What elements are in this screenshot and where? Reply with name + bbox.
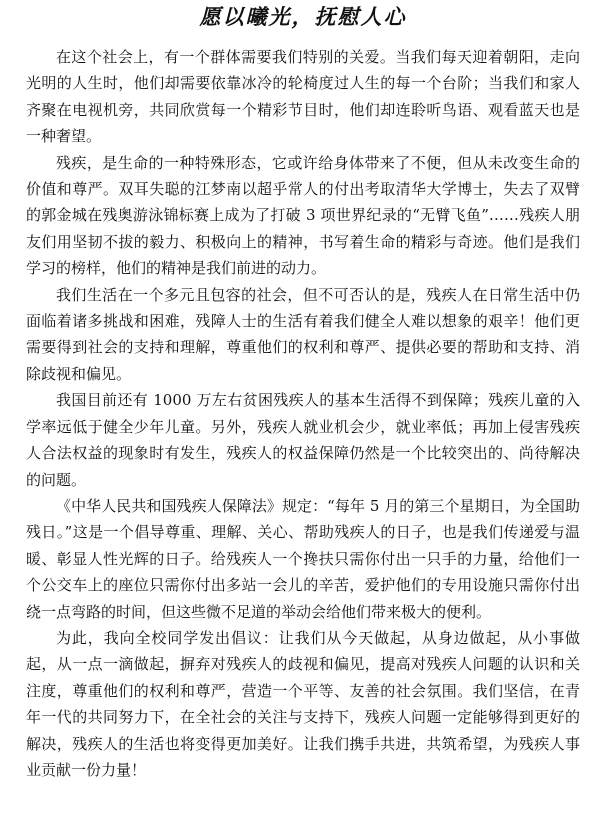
paragraph-proposal: 为此，我向全校同学发出倡议：让我们从今天做起，从身边做起，从小事做起，从一点一滴做起，摒弃对残疾人的歧视和偏见，提高对残疾人问题的认识和关注度，尊重他们的权利和尊严，营造一个平等、友善的社会氛围。我们坚信，在青年一代的共同努力下，在全社会的关注与支持下，残疾人问题一定能够得到更好的解决，残疾人的生活也将变得更加美好。让我们携手共进，共筑希望，为残疾人事业贡献一份力量！: [26, 628, 580, 779]
document-title: 愿以曦光，抚慰人心: [199, 4, 407, 29]
paragraph-challenges: 我们生活在一个多元且包容的社会，但不可否认的是，残疾人在日常生活中仍面临着诸多挑战和困难，残障人士的生活有着我们健全人难以想象的艰辛！他们更需要得到社会的支持和理解，尊重他们的权利和尊严、提供必要的帮助和支持、消除歧视和偏见。: [26, 285, 580, 383]
paragraph-statistics: 我国目前还有 1000 万左右贫困残疾人的基本生活得不到保障；残疾儿童的入学率远低于健全少年儿童。另外，残疾人就业机会少，就业率低；再加上侵害残疾人合法权益的现象时有发生，残疾人的权益保障仍然是一个比较突出的、尚待解决的问题。: [26, 391, 580, 489]
paragraph-law: 《中华人民共和国残疾人保障法》规定：“每年 5 月的第三个星期日，为全国助残日。”这是一个倡导尊重、理解、关心、帮助残疾人的日子，也是我们传递爱与温暖、彰显人性光辉的日子。给残疾人一个搀扶只需你付出一只手的力量，给他们一个公交车上的座位只需你付出多站一会儿的辛苦，爱护他们的专用设施只需你付出绕一点弯路的时间，但这些微不足道的举动会给他们带来极大的便利。: [26, 496, 580, 621]
paragraph-intro: 在这个社会上，有一个群体需要我们特别的关爱。当我们每天迎着朝阳，走向光明的人生时，他们却需要依靠冰冷的轮椅度过人生的每一个台阶；当我们和家人齐聚在电视机旁，共同欣赏每一个精彩节目时，他们却连聆听鸟语、观看蓝天也是一种奢望。: [26, 48, 580, 146]
paragraph-value-of-life: 残疾，是生命的一种特殊形态，它或许给身体带来了不便，但从未改变生命的价值和尊严。双耳失聪的江梦南以超乎常人的付出考取清华大学博士，失去了双臂的郭金城在残奥游泳锦标赛上成为了打破 3 项世界纪录的“无臂飞鱼”……残疾人朋友们用坚韧不拔的毅力、积极向上的精神，书写着生命的精彩与奇迹。他们是我们学习的榜样，他们的精神是我们前进的动力。: [26, 153, 580, 278]
